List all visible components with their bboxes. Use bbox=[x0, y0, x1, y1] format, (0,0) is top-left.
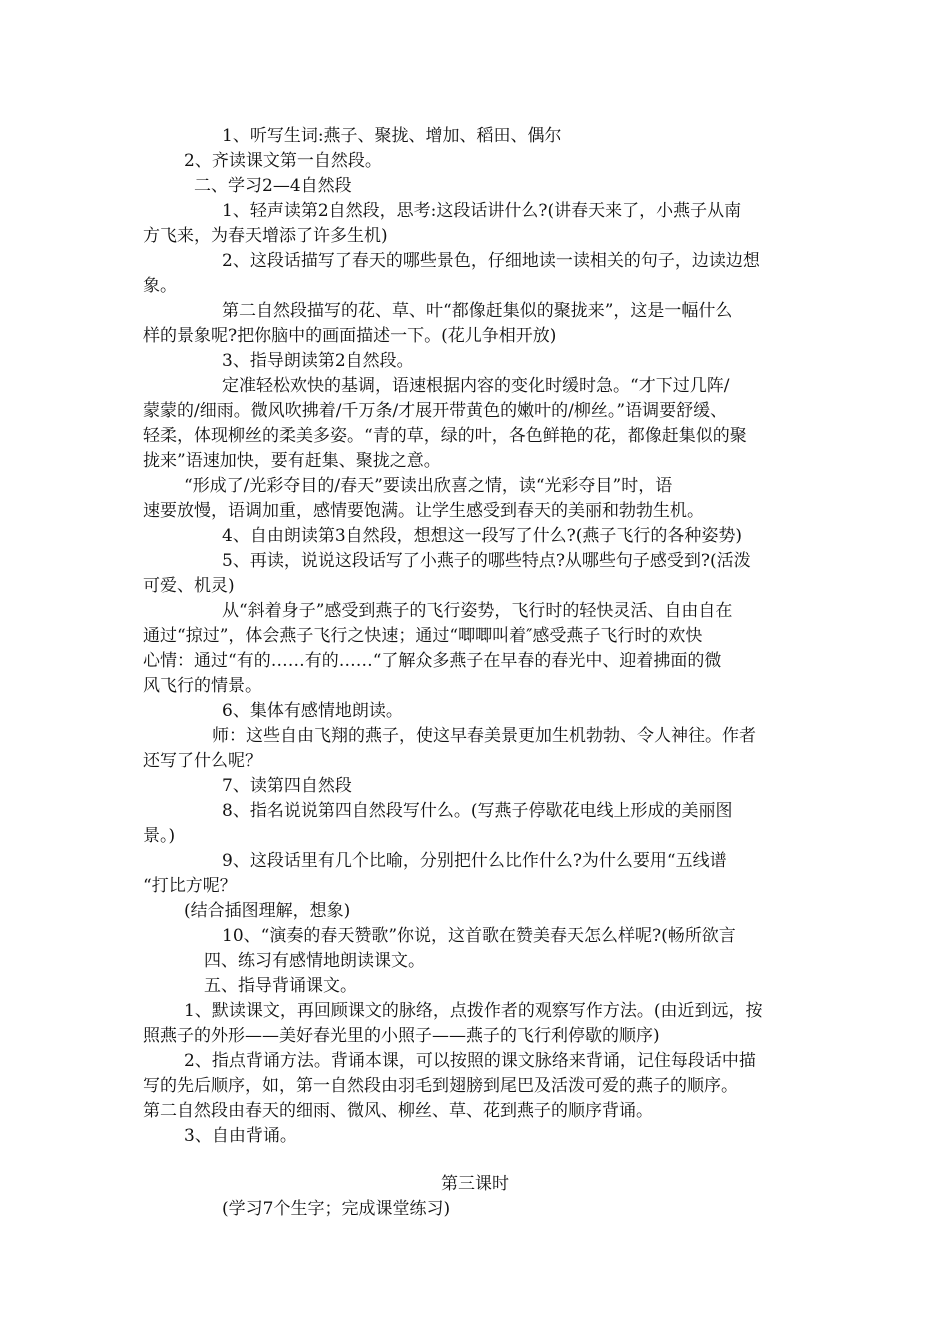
text-line: 定准轻松欢快的基调，语速根据内容的变化时缓时急。“才下过几阵/ bbox=[222, 376, 730, 396]
text-line: 从“斜着身子”感受到燕子的飞行姿势，飞行时的轻快灵活、自由自在 bbox=[222, 601, 733, 621]
text-line: 速要放慢，语调加重，感情要饱满。让学生感受到春天的美丽和勃勃生机。 bbox=[143, 501, 704, 521]
text-line: 2、齐读课文第一自然段。 bbox=[184, 151, 382, 171]
text-line: “打比方呢？ bbox=[143, 876, 237, 896]
text-line: 3、指导朗读第2自然段。 bbox=[222, 351, 414, 371]
text-line: 6、集体有感情地朗读。 bbox=[222, 701, 403, 721]
text-line: 二、学习2—4自然段 bbox=[194, 176, 352, 196]
text-line: 7、读第四自然段 bbox=[222, 776, 352, 796]
text-line: 心情：通过“有的……有的……“了解众多燕子在早春的春光中、迎着拂面的微 bbox=[143, 651, 722, 671]
text-line: 4、自由朗读第3自然段，想想这一段写了什么?(燕子飞行的各种姿势) bbox=[222, 526, 743, 546]
text-line: 第二自然段描写的花、草、叶“都像赶集似的聚拢来”，这是一幅什么 bbox=[222, 301, 733, 321]
text-line: 9、这段话里有几个比喻，分别把什么比作什么?为什么要用“五线谱 bbox=[222, 851, 727, 871]
text-line: 10、“演奏的春天赞歌”你说，这首歌在赞美春天怎么样呢?(畅所欲言 bbox=[222, 926, 736, 946]
text-line: 拢来”语速加快，要有赶集、聚拢之意。 bbox=[143, 451, 441, 471]
text-line: “形成了/光彩夺目的/春天”要读出欣喜之情，读“光彩夺目”时，语 bbox=[184, 476, 673, 496]
text-line: 3、自由背诵。 bbox=[184, 1126, 297, 1146]
section-subtitle: (学习7个生字；完成课堂练习) bbox=[222, 1199, 451, 1219]
text-line: 写的先后顺序，如，第一自然段由羽毛到翅膀到尾巴及活泼可爱的燕子的顺序。 bbox=[143, 1076, 738, 1096]
text-line: 2、指点背诵方法。背诵本课，可以按照的课文脉络来背诵，记住每段话中描 bbox=[184, 1051, 756, 1071]
text-line: 四、练习有感情地朗读课文。 bbox=[204, 951, 425, 971]
text-line: 8、指名说说第四自然段写什么。(写燕子停歇花电线上形成的美丽图 bbox=[222, 801, 733, 821]
text-line: 象。 bbox=[143, 276, 177, 296]
text-line: 通过“掠过”，体会燕子飞行之快速；通过“唧唧叫着″感受燕子飞行时的欢快 bbox=[143, 626, 703, 646]
text-line: 1、听写生词:燕子、聚拢、增加、稻田、偶尔 bbox=[222, 126, 562, 146]
text-line: 照燕子的外形——美好春光里的小照子——燕子的飞行利停歇的顺序) bbox=[143, 1026, 660, 1046]
text-line: 方飞来，为春天增添了许多生机) bbox=[143, 226, 388, 246]
text-line: 五、指导背诵课文。 bbox=[204, 976, 357, 996]
text-line: 师：这些自由飞翔的燕子，使这早春美景更加生机勃勃、令人神往。作者 bbox=[212, 726, 756, 746]
text-line: 轻柔，体现柳丝的柔美多姿。“青的草，绿的叶，各色鲜艳的花，都像赶集似的聚 bbox=[143, 426, 747, 446]
text-line: 景。) bbox=[143, 826, 176, 846]
text-line: 还写了什么呢？ bbox=[143, 751, 262, 771]
text-line: 可爱、机灵) bbox=[143, 576, 235, 596]
text-line: 样的景象呢?把你脑中的画面描述一下。(花儿争相开放) bbox=[143, 326, 557, 346]
text-line: 2、这段话描写了春天的哪些景色，仔细地读一读相关的句子，边读边想 bbox=[222, 251, 760, 271]
section-title: 第三课时 bbox=[441, 1174, 509, 1194]
text-line: 蒙蒙的/细雨。微风吹拂着/千万条/才展开带黄色的嫩叶的/柳丝。”语调要舒缓、 bbox=[143, 401, 728, 421]
text-line: 1、轻声读第2自然段，思考:这段话讲什么?(讲春天来了，小燕子从南 bbox=[222, 201, 742, 221]
text-line: (结合插图理解，想象) bbox=[184, 901, 351, 921]
text-line: 1、默读课文，再回顾课文的脉络，点拨作者的观察写作方法。(由近到远，按 bbox=[184, 1001, 763, 1021]
text-line: 5、再读，说说这段话写了小燕子的哪些特点?从哪些句子感受到?(活泼 bbox=[222, 551, 751, 571]
text-line: 风飞行的情景。 bbox=[143, 676, 262, 696]
text-line: 第二自然段由春天的细雨、微风、柳丝、草、花到燕子的顺序背诵。 bbox=[143, 1101, 653, 1121]
